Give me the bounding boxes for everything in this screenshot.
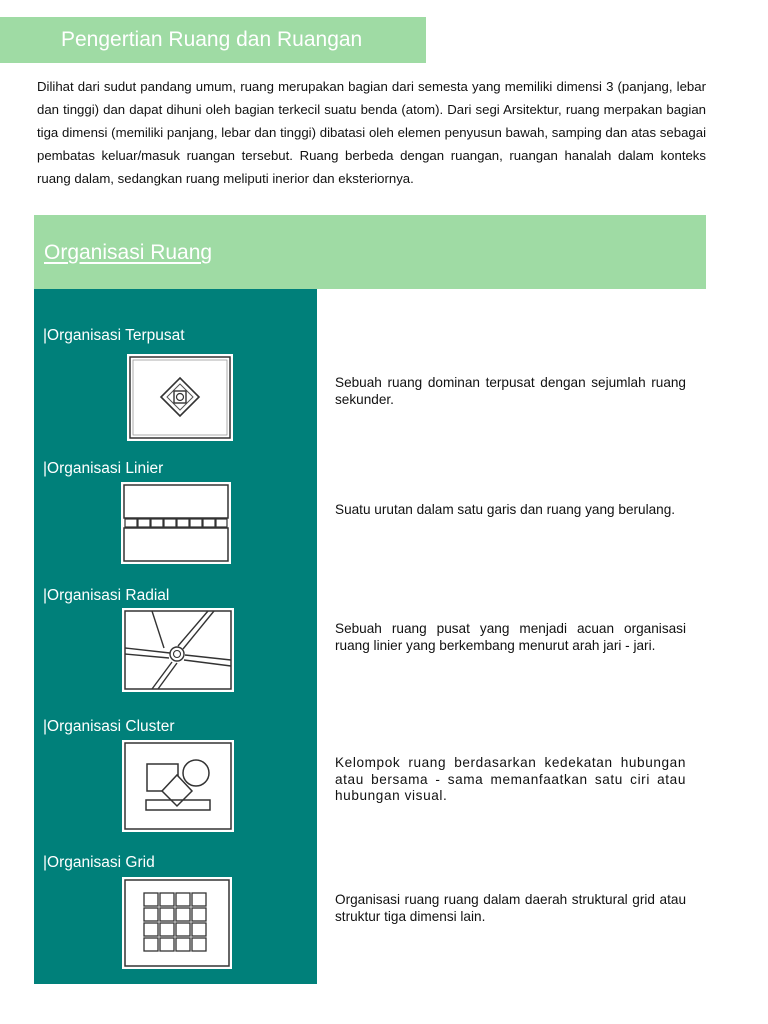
centralized-diagram-icon bbox=[127, 354, 233, 441]
radial-diagram-icon bbox=[122, 608, 234, 692]
grid-diagram-icon bbox=[122, 877, 232, 969]
org-desc-grid: Organisasi ruang ruang dalam daerah struktural grid atau struktur tiga dimensi lain. bbox=[335, 892, 686, 924]
intro-paragraph: Dilihat dari sudut pandang umum, ruang merupakan bagian dari semesta yang memiliki dimensi 3 (panjang, lebar dan tinggi) dan dapat dihuni oleh bagian terkecil suatu benda (atom). Dari segi Arsitektur, ruang merpakan bagian tiga dimensi (memiliki panjang, lebar dan tinggi) dibatasi oleh elemen penyusun bawah, samping dan atas sebagai pembatas keluar/masuk ruangan tersebut. Ruang berbeda dengan ruangan, ruangan hanalah dalam konteks ruang dalam, sedangkan ruang meliputi inerior dan eksteriornya. bbox=[37, 79, 706, 186]
org-label-grid: |Organisasi Grid bbox=[43, 854, 155, 871]
org-desc-radial: Sebuah ruang pusat yang menjadi acuan organisasi ruang linier yang berkembang menurut arah jari - jari. bbox=[335, 621, 686, 653]
section-header bbox=[34, 215, 706, 289]
org-desc-terpusat: Sebuah ruang dominan terpusat dengan sejumlah ruang sekunder. bbox=[335, 375, 686, 407]
org-label-radial: |Organisasi Radial bbox=[43, 587, 170, 604]
cluster-diagram-icon bbox=[122, 740, 234, 832]
org-desc-cluster: Kelompok ruang berdasarkan kedekatan hubungan atau bersama - sama memanfaatkan satu ciri atau hubungan visual. bbox=[335, 755, 686, 803]
page-title: Pengertian Ruang dan Ruangan bbox=[0, 17, 426, 63]
org-desc-linier: Suatu urutan dalam satu garis dan ruang yang berulang. bbox=[335, 502, 676, 517]
org-label-terpusat: |Organisasi Terpusat bbox=[43, 327, 185, 344]
section-title: Organisasi Ruang bbox=[44, 241, 213, 264]
org-label-cluster: |Organisasi Cluster bbox=[43, 718, 175, 735]
linear-diagram-icon bbox=[121, 482, 231, 564]
org-label-linier: |Organisasi Linier bbox=[43, 460, 164, 477]
